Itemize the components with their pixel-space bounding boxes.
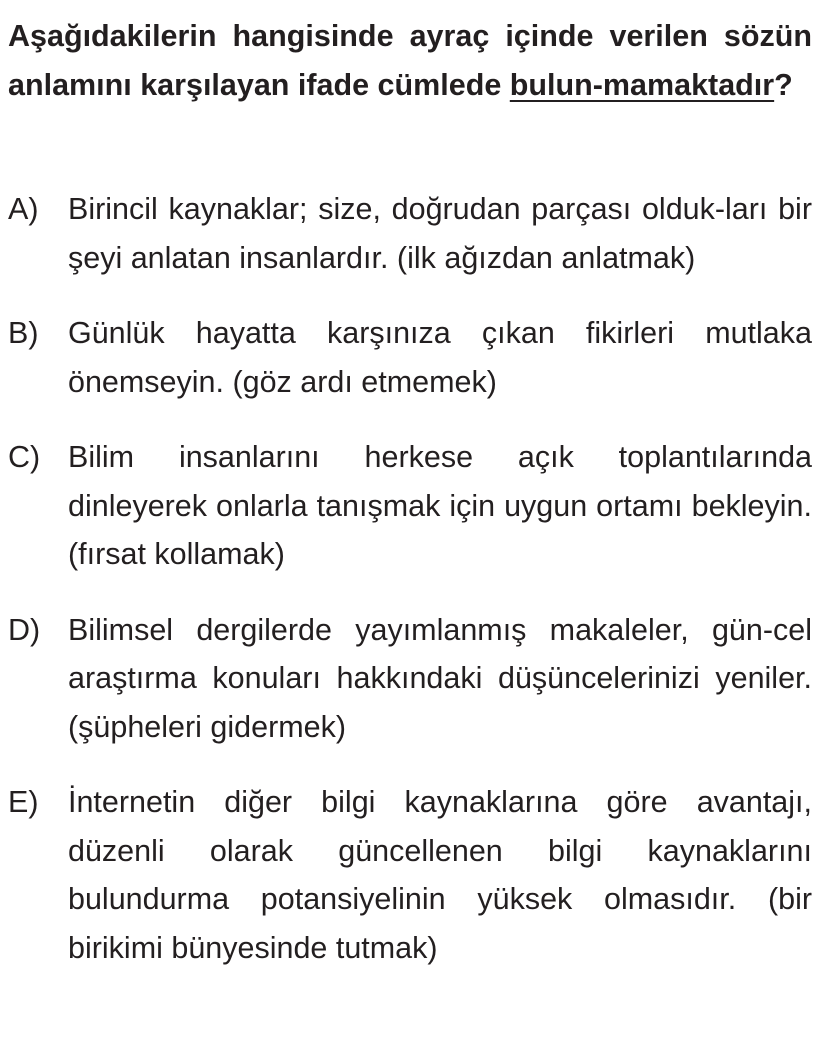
option-e-text: İnternetin diğer bilgi kaynaklarına göre avantajı, düzenli olarak güncellenen bilgi kaynaklarını bulundurma potansiyelinin yüksek olmasıdır. (bir birikimi bünyesinde tutmak) <box>68 785 812 965</box>
option-c-text: Bilim insanlarını herkese açık toplantılarında dinleyerek onlarla tanışmak için uygun ortamı bekleyin. (fırsat kollamak) <box>68 440 812 571</box>
question-emphasis: bulun-mamaktadır <box>509 68 775 102</box>
option-a[interactable] <box>8 185 812 282</box>
option-d[interactable] <box>8 606 812 752</box>
answer-options <box>8 185 812 999</box>
option-e[interactable] <box>8 778 812 972</box>
question-text: Aşağıdakilerin hangisinde ayraç içinde verilen sözün anlamını karşılayan ifade cümlede <box>8 19 812 102</box>
option-d-letter: D) <box>8 612 41 647</box>
question-mark: ? <box>774 68 793 102</box>
option-a-text: Birincil kaynaklar; size, doğrudan parçası olduk-ları bir şeyi anlatan insanlardır. (ilk ağızdan anlatmak) <box>68 192 812 275</box>
option-e-letter: E) <box>8 785 39 819</box>
question-stem <box>8 12 812 110</box>
option-b-letter: B) <box>8 316 39 350</box>
option-b-text: Günlük hayatta karşınıza çıkan fikirleri mutlaka önemseyin. (göz ardı etmemek) <box>68 316 812 399</box>
option-c-letter: C) <box>8 440 41 474</box>
option-b[interactable] <box>8 309 812 406</box>
option-c[interactable] <box>8 433 812 579</box>
option-a-letter: A) <box>8 192 39 226</box>
option-d-text: Bilimsel dergilerde yayımlanmış makaleler, gün-cel araştırma konuları hakkındaki düşüncelerinizi yeniler. (şüpheleri gidermek) <box>68 612 812 744</box>
